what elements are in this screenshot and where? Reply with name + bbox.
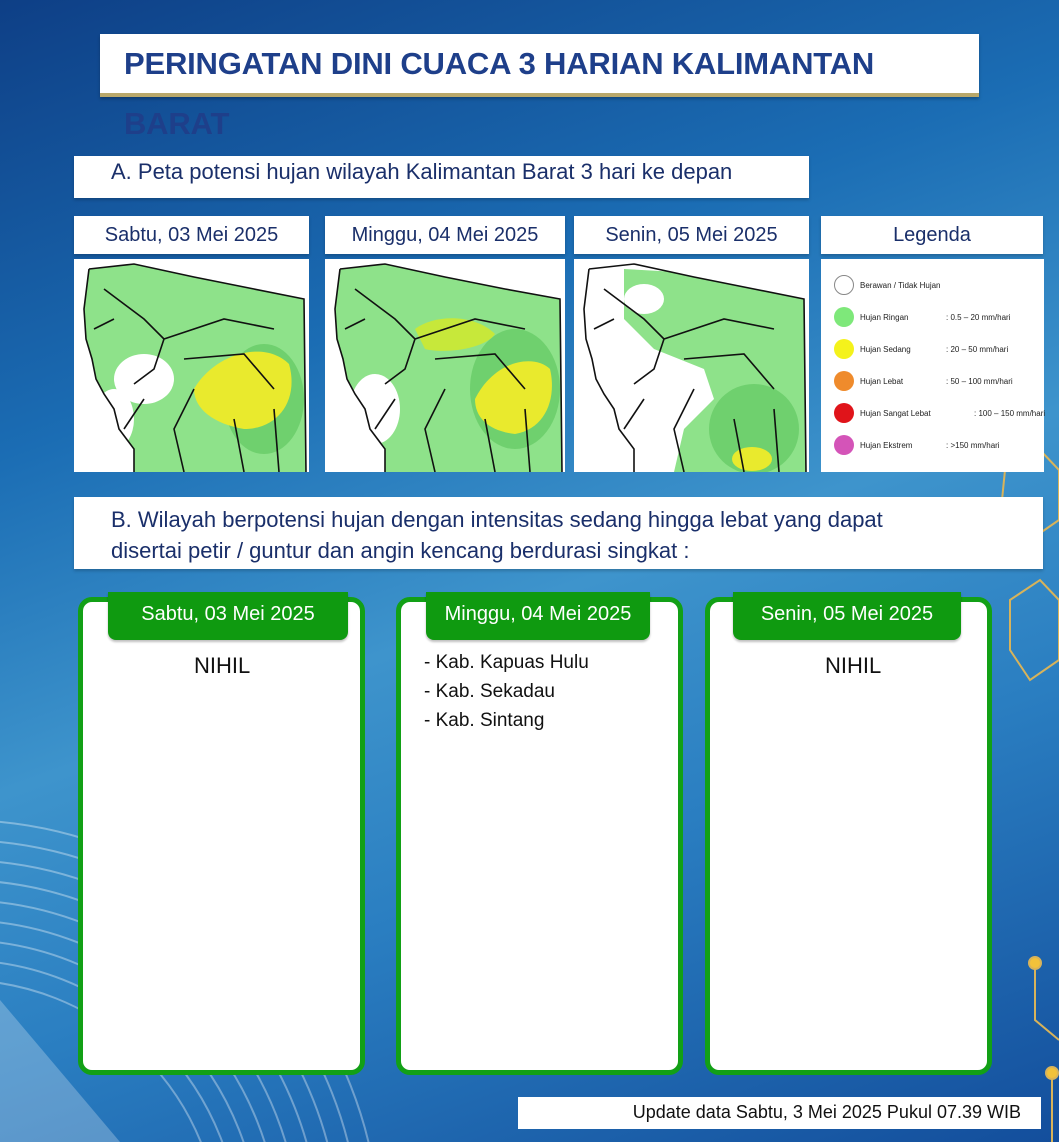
- legend-header: Legenda: [821, 216, 1043, 254]
- legend-swatch: [834, 307, 854, 327]
- legend-swatch: [834, 275, 854, 295]
- legend-panel: Berawan / Tidak Hujan Hujan Ringan : 0.5 – 20 mm/hari Hujan Sedang : 20 – 50 mm/hari Hujan Lebat : 50 – 100 mm/hari Hujan Sangat Lebat : 100 – 150 mm/hari Hujan Ekstrem : >150 mm/hari: [821, 259, 1044, 472]
- card-day-3-content: NIHIL: [825, 653, 882, 678]
- section-a-heading: [74, 156, 809, 198]
- section-a-heading-text: A. Peta potensi hujan wilayah Kalimantan Barat 3 hari ke depan: [111, 159, 733, 184]
- rain-map-day-1: [74, 259, 309, 472]
- update-timestamp: Update data Sabtu, 3 Mei 2025 Pukul 07.39 WIB: [518, 1097, 1041, 1129]
- map-day-1-header: Sabtu, 03 Mei 2025: [74, 216, 309, 254]
- legend-swatch: [834, 435, 854, 455]
- rain-map-day-3: [574, 259, 809, 472]
- title-banner: [100, 34, 979, 141]
- card-day-2-tab: Minggu, 04 Mei 2025: [426, 592, 650, 640]
- list-item: - Kab. Kapuas Hulu: [424, 652, 589, 673]
- section-b-heading: [74, 497, 1043, 569]
- card-day-2-list: [424, 650, 589, 737]
- legend-swatch: [834, 403, 854, 423]
- map-day-2-header: Minggu, 04 Mei 2025: [325, 216, 565, 254]
- card-day-1-tab: Sabtu, 03 Mei 2025: [108, 592, 348, 640]
- rain-map-day-2: [325, 259, 565, 472]
- list-item: - Kab. Sekadau: [424, 681, 555, 702]
- page-title: PERINGATAN DINI CUACA 3 HARIAN KALIMANTAN BARAT: [124, 46, 875, 141]
- map-day-3-header: Senin, 05 Mei 2025: [574, 216, 809, 254]
- list-item: - Kab. Sintang: [424, 710, 545, 731]
- legend-swatch: [834, 371, 854, 391]
- card-day-1-content: NIHIL: [194, 653, 251, 678]
- legend-swatch: [834, 339, 854, 359]
- section-b-heading-text: B. Wilayah berpotensi hujan dengan intensitas sedang hingga lebat yang dapat disertai petir / guntur dan angin kencang berdurasi singkat :: [111, 507, 883, 563]
- card-day-3-tab: Senin, 05 Mei 2025: [733, 592, 961, 640]
